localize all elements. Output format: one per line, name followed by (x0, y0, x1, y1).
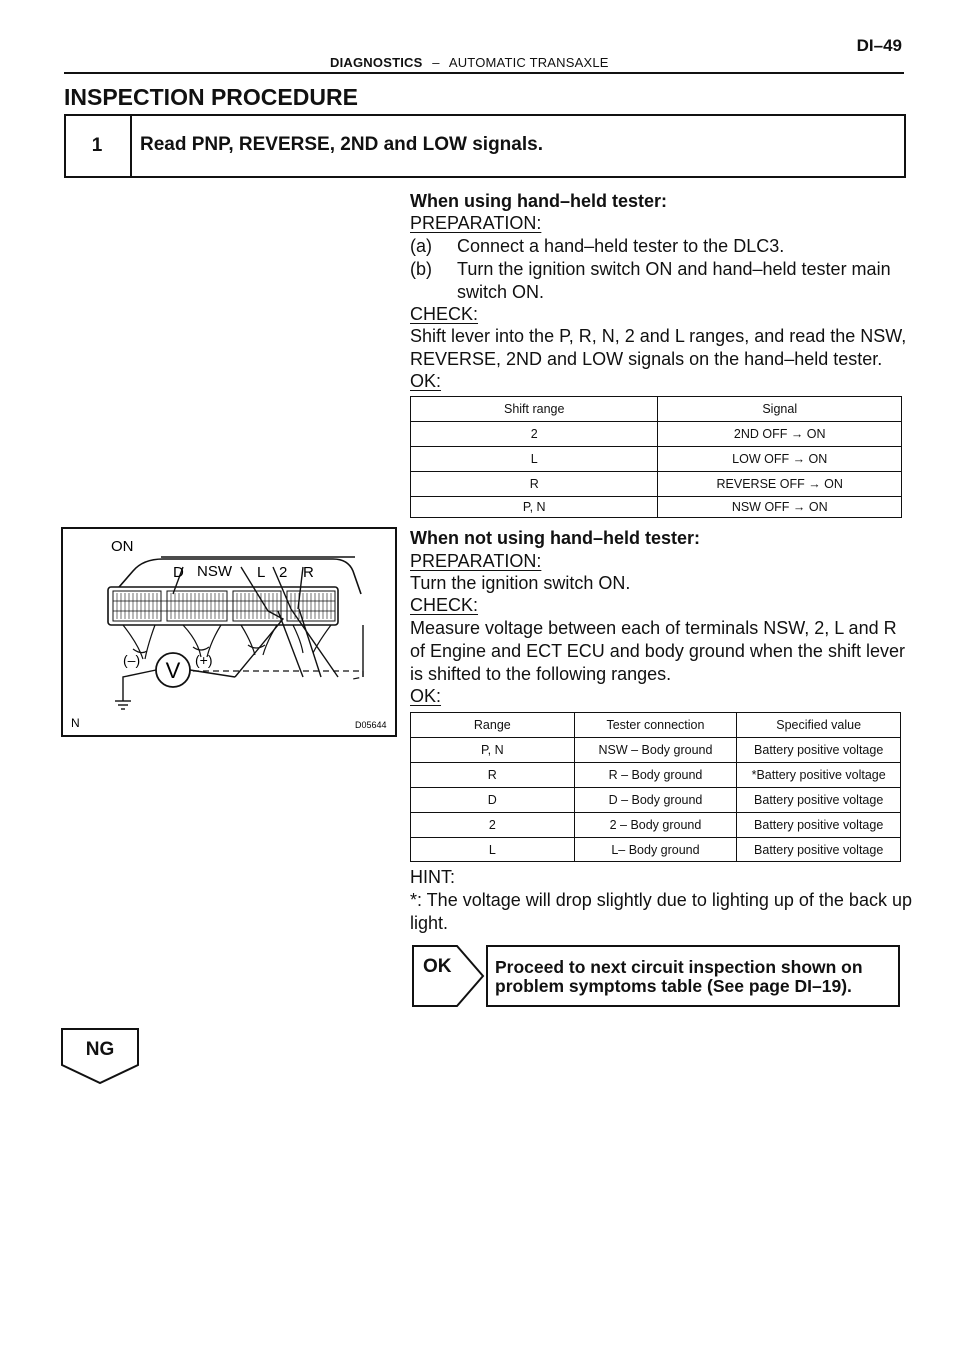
table-cell: REVERSE OFF → ON (658, 472, 902, 497)
signal-table (410, 396, 902, 518)
no-tester-prep: Turn the ignition switch ON. (410, 573, 631, 593)
no-tester-prep-label: PREPARATION: (410, 551, 542, 571)
table-cell: 2 (411, 813, 575, 838)
pin-l-label: L (257, 564, 266, 581)
table-row (411, 472, 902, 497)
table-row (411, 422, 902, 447)
table-row (411, 738, 901, 763)
table-row (411, 763, 901, 788)
tester-check-line2: REVERSE, 2ND and LOW signals on the hand–held tester. (410, 349, 883, 369)
table-cell: Battery positive voltage (737, 738, 901, 763)
table-cell: P, N (411, 738, 575, 763)
table-cell: P, N (411, 497, 658, 518)
table-row (411, 788, 901, 813)
no-tester-check-label: CHECK: (410, 595, 479, 615)
no-tester-heading: When not using hand–held tester: (410, 528, 701, 548)
pin-r-label: R (303, 564, 314, 581)
table-cell: L (411, 447, 658, 472)
tester-prep-a-marker: (a) (410, 236, 432, 256)
hint-line1: *: The voltage will drop slightly due to lighting up of the back up (410, 890, 912, 910)
table-cell: L (411, 838, 575, 862)
ecu-connector-figure (61, 527, 397, 737)
header-section: DIAGNOSTICS (330, 55, 423, 70)
table-cell: L– Body ground (574, 838, 737, 862)
header-subsection: AUTOMATIC TRANSAXLE (448, 55, 609, 70)
ng-tag: NG (85, 1039, 115, 1060)
table-cell: NSW – Body ground (574, 738, 737, 763)
table-header: Specified value (737, 713, 901, 738)
table-row (411, 447, 902, 472)
ecu-connector-diagram (63, 529, 395, 735)
step-title: Read PNP, REVERSE, 2ND and LOW signals. (140, 134, 543, 155)
minus-label: (–) (123, 652, 141, 668)
ok-result-box (411, 944, 901, 1008)
table-cell: LOW OFF → ON (658, 447, 902, 472)
hint-label: HINT: (410, 867, 455, 887)
pin-2-label: 2 (279, 564, 288, 581)
table-cell: D – Body ground (574, 788, 737, 813)
tester-ok-label: OK: (410, 371, 442, 391)
table-cell: Battery positive voltage (737, 813, 901, 838)
no-tester-check-line3: is shifted to the following ranges. (410, 664, 672, 684)
table-header: Shift range (411, 397, 658, 422)
pin-nsw-label: NSW (197, 563, 232, 580)
figure-code: D05644 (355, 720, 387, 730)
table-cell: Battery positive voltage (737, 838, 901, 862)
page-title: INSPECTION PROCEDURE (64, 84, 358, 110)
table-cell: Battery positive voltage (737, 788, 901, 813)
table-row (411, 838, 901, 862)
table-cell: R (411, 472, 658, 497)
table-cell: 2ND OFF → ON (658, 422, 902, 447)
hint-line2: light. (410, 913, 449, 933)
ok-tag: OK (423, 956, 452, 977)
header-dash: – (432, 55, 440, 70)
header-rule (64, 72, 904, 74)
table-header: Range (411, 713, 575, 738)
running-header (330, 55, 609, 70)
pin-d-label: D (173, 564, 184, 581)
ok-result-line1: Proceed to next circuit inspection shown on (495, 957, 863, 977)
no-tester-ok-label: OK: (410, 686, 442, 706)
tester-prep-label: PREPARATION: (410, 213, 542, 233)
ok-result-line2: problem symptoms table (See page DI–19). (495, 976, 852, 996)
tester-prep-b-line2: switch ON. (457, 282, 545, 302)
tester-check-line1: Shift lever into the P, R, N, 2 and L ranges, and read the NSW, (410, 326, 907, 346)
table-cell: *Battery positive voltage (737, 763, 901, 788)
page-number: DI–49 (856, 36, 902, 55)
table-header: Signal (658, 397, 902, 422)
tester-heading: When using hand–held tester: (410, 191, 668, 211)
no-tester-check-line2: of Engine and ECT ECU and body ground when the shift lever (410, 641, 905, 661)
figure-corner-label: N (71, 716, 80, 730)
table-cell: 2 – Body ground (574, 813, 737, 838)
tester-prep-b-line1: Turn the ignition switch ON and hand–held tester main (457, 259, 891, 279)
no-tester-check-line1: Measure voltage between each of terminals NSW, 2, L and R (410, 618, 897, 638)
figure-on-label: ON (111, 538, 134, 555)
table-cell: R – Body ground (574, 763, 737, 788)
voltage-table (410, 712, 901, 862)
tester-prep-b-marker: (b) (410, 259, 432, 279)
step-number: 1 (64, 116, 132, 176)
table-header: Tester connection (574, 713, 737, 738)
tester-prep-a: Connect a hand–held tester to the DLC3. (457, 236, 785, 256)
tester-check-label: CHECK: (410, 304, 479, 324)
table-cell: R (411, 763, 575, 788)
table-row (411, 813, 901, 838)
ng-result-box (60, 1027, 140, 1083)
voltmeter-symbol: V (165, 658, 181, 683)
table-row (411, 497, 902, 518)
plus-label: (+) (195, 652, 213, 668)
table-cell: NSW OFF → ON (658, 497, 902, 518)
table-cell: 2 (411, 422, 658, 447)
table-cell: D (411, 788, 575, 813)
